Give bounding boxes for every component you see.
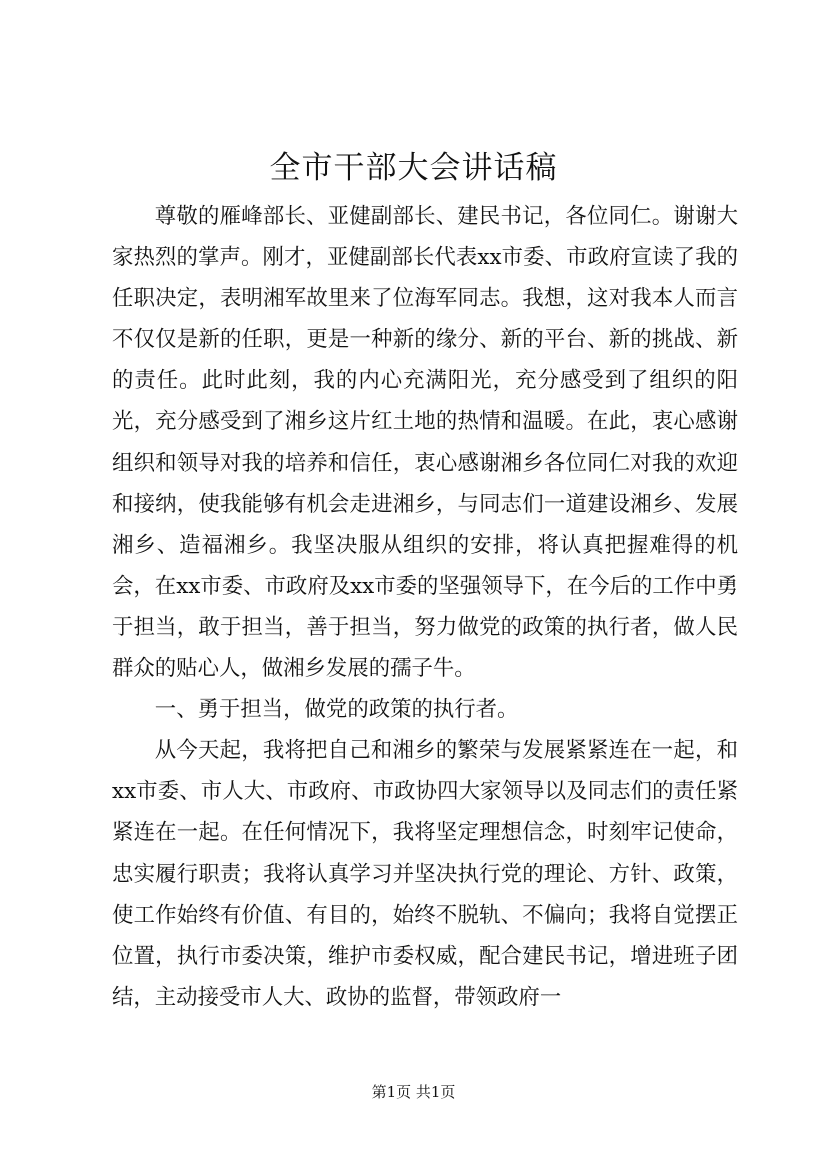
document-title: 全市干部大会讲话稿 [269, 150, 558, 186]
page-number-footer: 第1页 共1页 [371, 1083, 456, 1101]
document-body [112, 196, 738, 1018]
paragraph-section-body: 从今天起，我将把自己和湘乡的繁荣与发展紧紧连在一起，和xx市委、市人大、市政府、市政协四大家领导以及同志们的责任紧紧连在一起。在任何情况下，我将坚定理想信念，时刻牢记使命，忠实履行职责；我将认真学习并坚决执行党的理论、方针、政策，使工作始终有价值、有目的，始终不脱轨、不偏向；我将自觉摆正位置，执行市委决策，维护市委权威，配合建民书记，增进班子团结，主动接受市人大、政协的监督，带领政府一 [112, 738, 738, 1010]
paragraph-section-heading: 一、勇于担当，做党的政策的执行者。 [154, 697, 519, 723]
paragraph-opening: 尊敬的雁峰部长、亚健副部长、建民书记，各位同仁。谢谢大家热烈的掌声。刚才，亚健副部长代表xx市委、市政府宣读了我的任职决定，表明湘军故里来了位海军同志。我想，这对我本人而言不仅仅是新的任职，更是一种新的缘分、新的平台、新的挑战、新的责任。此时此刻，我的内心充满阳光，充分感受到了组织的阳光，充分感受到了湘乡这片红土地的热情和温暖。在此，衷心感谢组织和领导对我的培养和信任，衷心感谢湘乡各位同仁对我的欢迎和接纳，使我能够有机会走进湘乡，与同志们一道建设湘乡、发展湘乡、造福湘乡。我坚决服从组织的安排，将认真把握难得的机会，在xx市委、市政府及xx市委的坚强领导下，在今后的工作中勇于担当，敢于担当，善于担当，努力做党的政策的执行者，做人民群众的贴心人，做湘乡发展的孺子牛。 [112, 204, 738, 682]
